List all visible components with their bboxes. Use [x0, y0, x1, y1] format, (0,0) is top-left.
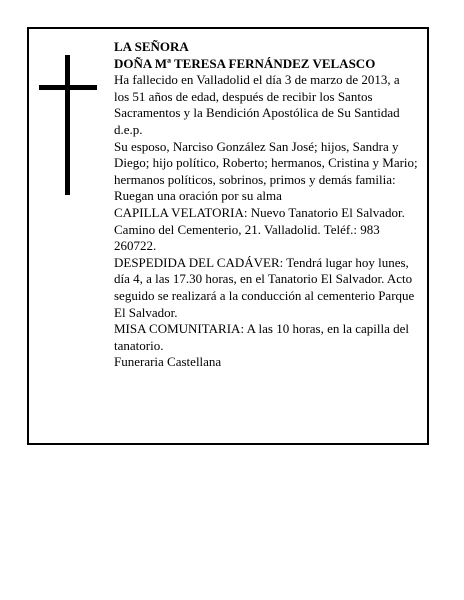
- salutation: LA SEÑORA: [114, 39, 189, 54]
- funeral-farewell: DESPEDIDA DEL CADÁVER: Tendrá lugar hoy lunes, día 4, a las 17.30 horas, en el Tanatorio El Salvador. Acto seguido se realizará a la conducción al cementerio Parque El Salvador.: [114, 254, 415, 320]
- community-mass: MISA COMUNITARIA: A las 10 horas, en la capilla del tanatorio.: [114, 321, 410, 353]
- obituary-text: [114, 39, 418, 371]
- cross-horizontal-bar: [39, 85, 97, 90]
- cross-icon: [39, 55, 97, 195]
- cross-vertical-bar: [65, 55, 70, 195]
- deceased-name: DOÑA Mª TERESA FERNÁNDEZ VELASCO: [114, 55, 376, 71]
- funeral-home: Funeraria Castellana: [114, 354, 222, 370]
- family-list: Su esposo, Narciso González San José; hijos, Sandra y Diego; hijo político, Roberto; hermanos, Cristina y Mario; hermanos políticos, sobrinos, primos y demás familia:: [114, 138, 418, 187]
- wake-location: CAPILLA VELATORIA: Nuevo Tanatorio El Salvador. Camino del Cementerio, 21. Valladolid. Teléf.: 983 260722.: [114, 204, 405, 254]
- death-announcement: Ha fallecido en Valladolid el día 3 de marzo de 2013, a los 51 años de edad, después de recibir los Santos Sacramentos y la Bendición Apostólica de Su Santidad d.e.p.: [114, 72, 400, 137]
- prayer-request: Ruegan una oración por su alma: [114, 188, 282, 204]
